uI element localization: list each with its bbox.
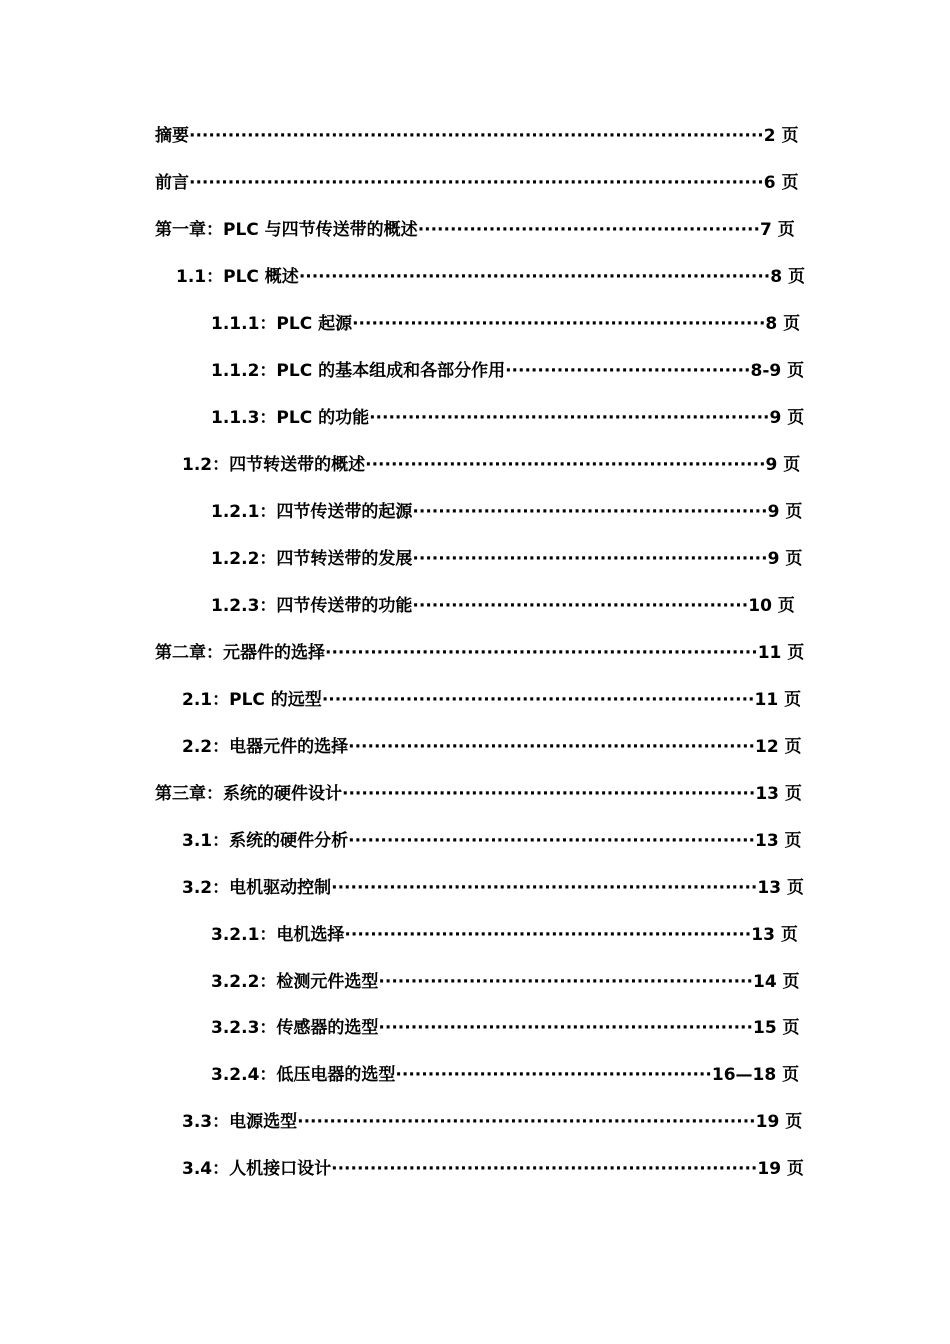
toc-leader-dots: ································································ [342, 784, 756, 804]
toc-entry-label: 1.1.2：PLC 的基本组成和各部分作用 [211, 361, 506, 381]
toc-leader-dots: ······································ [505, 361, 751, 381]
toc-entry-page: 9 页 [767, 502, 803, 522]
toc-entry-page: 11 页 [754, 690, 802, 710]
toc-entry-label: 1.1.1：PLC 起源 [211, 314, 353, 334]
toc-leader-dots: ········································································· [298, 267, 771, 287]
toc-entry [211, 357, 804, 385]
toc-entry-page: 13 页 [755, 784, 802, 804]
toc-entry-page: 9 页 [767, 549, 803, 569]
toc-entry [182, 686, 804, 714]
toc-leader-dots: ························································································· [189, 173, 764, 193]
toc-entry-page: 8 页 [765, 314, 801, 334]
toc-entry [182, 1108, 806, 1136]
toc-entry-label: 1.2.3：四节传送带的功能 [211, 596, 413, 616]
toc-leader-dots: ················································· [395, 1065, 712, 1085]
toc-entry-label: 1.2.2：四节转送带的发展 [211, 549, 413, 569]
toc-leader-dots: ································································ [352, 314, 766, 334]
toc-leader-dots: ······························································· [348, 737, 755, 757]
toc-entry [176, 263, 806, 291]
toc-leader-dots: ··································································· [321, 690, 755, 710]
toc-entry [182, 451, 800, 479]
toc-entry-page: 19 页 [755, 1112, 803, 1132]
toc-entry-label: 1.2.1：四节传送带的起源 [211, 502, 413, 522]
toc-entry [211, 545, 806, 573]
toc-entry-page: 13 页 [751, 925, 798, 945]
toc-entry-label: 3.2：电机驱动控制 [182, 878, 332, 898]
toc-entry [182, 1155, 806, 1183]
toc-entry [211, 498, 806, 526]
toc-leader-dots: ······································································· [297, 1112, 756, 1132]
toc-entry [155, 780, 806, 808]
toc-entry-label: 3.2.2：检测元件选型 [211, 972, 379, 992]
toc-entry [182, 827, 806, 855]
toc-entry-label: 第三章：系统的硬件设计 [155, 784, 342, 804]
toc-entry-label: 2.2：电器元件的选择 [182, 737, 349, 757]
toc-entry-page: 11 页 [757, 643, 805, 663]
toc-entry-label: 3.2.3：传感器的选型 [211, 1018, 379, 1038]
toc-leader-dots: ······························································ [369, 408, 770, 428]
toc-leader-dots: ·································································· [331, 1159, 758, 1179]
toc-entry [182, 733, 806, 761]
toc-entry-page: 10 页 [748, 596, 795, 616]
toc-entry-page: 8-9 页 [750, 361, 804, 381]
toc-entry-page: 14 页 [752, 972, 800, 992]
toc-entry-page: 8 页 [770, 267, 805, 287]
toc-entry-page: 9 页 [769, 408, 804, 428]
toc-entry-label: 第二章：元器件的选择 [155, 643, 325, 663]
toc-entry-label: 1.1.3：PLC 的功能 [211, 408, 370, 428]
toc-entry-page: 2 页 [763, 126, 799, 146]
toc-entry-label: 3.4：人机接口设计 [182, 1159, 332, 1179]
toc-entry-label: 1.1：PLC 概述 [176, 267, 299, 287]
toc-entry-label: 3.2.4：低压电器的选型 [211, 1065, 396, 1085]
toc-entry [211, 1014, 800, 1042]
toc-entry [155, 639, 806, 667]
toc-entry-page: 19 页 [757, 1159, 804, 1179]
toc-entry-page: 15 页 [752, 1018, 800, 1038]
toc-entry-page: 7 页 [759, 220, 795, 240]
toc-leader-dots: ······························································· [344, 925, 752, 945]
toc-leader-dots: ·································································· [331, 878, 758, 898]
toc-entry-page: 13 页 [757, 878, 804, 898]
toc-entry [155, 169, 800, 197]
toc-entry-label: 第一章：PLC 与四节传送带的概述 [155, 220, 418, 240]
toc-entry [211, 592, 800, 620]
toc-leader-dots: ···················································· [412, 596, 749, 616]
toc-leader-dots: ······························································ [365, 455, 766, 475]
toc-leader-dots: ····················································· [417, 220, 760, 240]
toc-entry-label: 摘要 [155, 126, 189, 146]
toc-leader-dots: ······················································· [412, 549, 768, 569]
toc-leader-dots: ·························································· [378, 972, 753, 992]
toc-entry [211, 404, 804, 432]
toc-entry-label: 3.3：电源选型 [182, 1112, 298, 1132]
toc-entry [211, 921, 800, 949]
toc-leader-dots: ························································································· [189, 126, 764, 146]
toc-leader-dots: ··································································· [325, 643, 758, 663]
toc-entry-page: 12 页 [754, 737, 802, 757]
toc-leader-dots: ······················································· [412, 502, 768, 522]
toc-entry [211, 310, 804, 338]
toc-entry [182, 874, 806, 902]
toc-leader-dots: ·························································· [378, 1018, 753, 1038]
toc-entry-label: 前言 [155, 173, 189, 193]
toc-entry-page: 13 页 [754, 831, 802, 851]
toc-entry-label: 2.1：PLC 的远型 [182, 690, 322, 710]
toc-entry-page: 9 页 [765, 455, 800, 475]
toc-entry-label: 1.2：四节转送带的概述 [182, 455, 366, 475]
toc-entry-page: 6 页 [763, 173, 799, 193]
toc-entry [211, 1061, 800, 1089]
toc-entry [211, 968, 800, 996]
toc-entry-label: 3.1：系统的硬件分析 [182, 831, 349, 851]
toc-entry [155, 216, 795, 244]
toc-entry-label: 3.2.1：电机选择 [211, 925, 345, 945]
toc-leader-dots: ······························································· [348, 831, 755, 851]
toc-entry-page: 16—18 页 [711, 1065, 800, 1085]
toc-entry [155, 122, 800, 150]
